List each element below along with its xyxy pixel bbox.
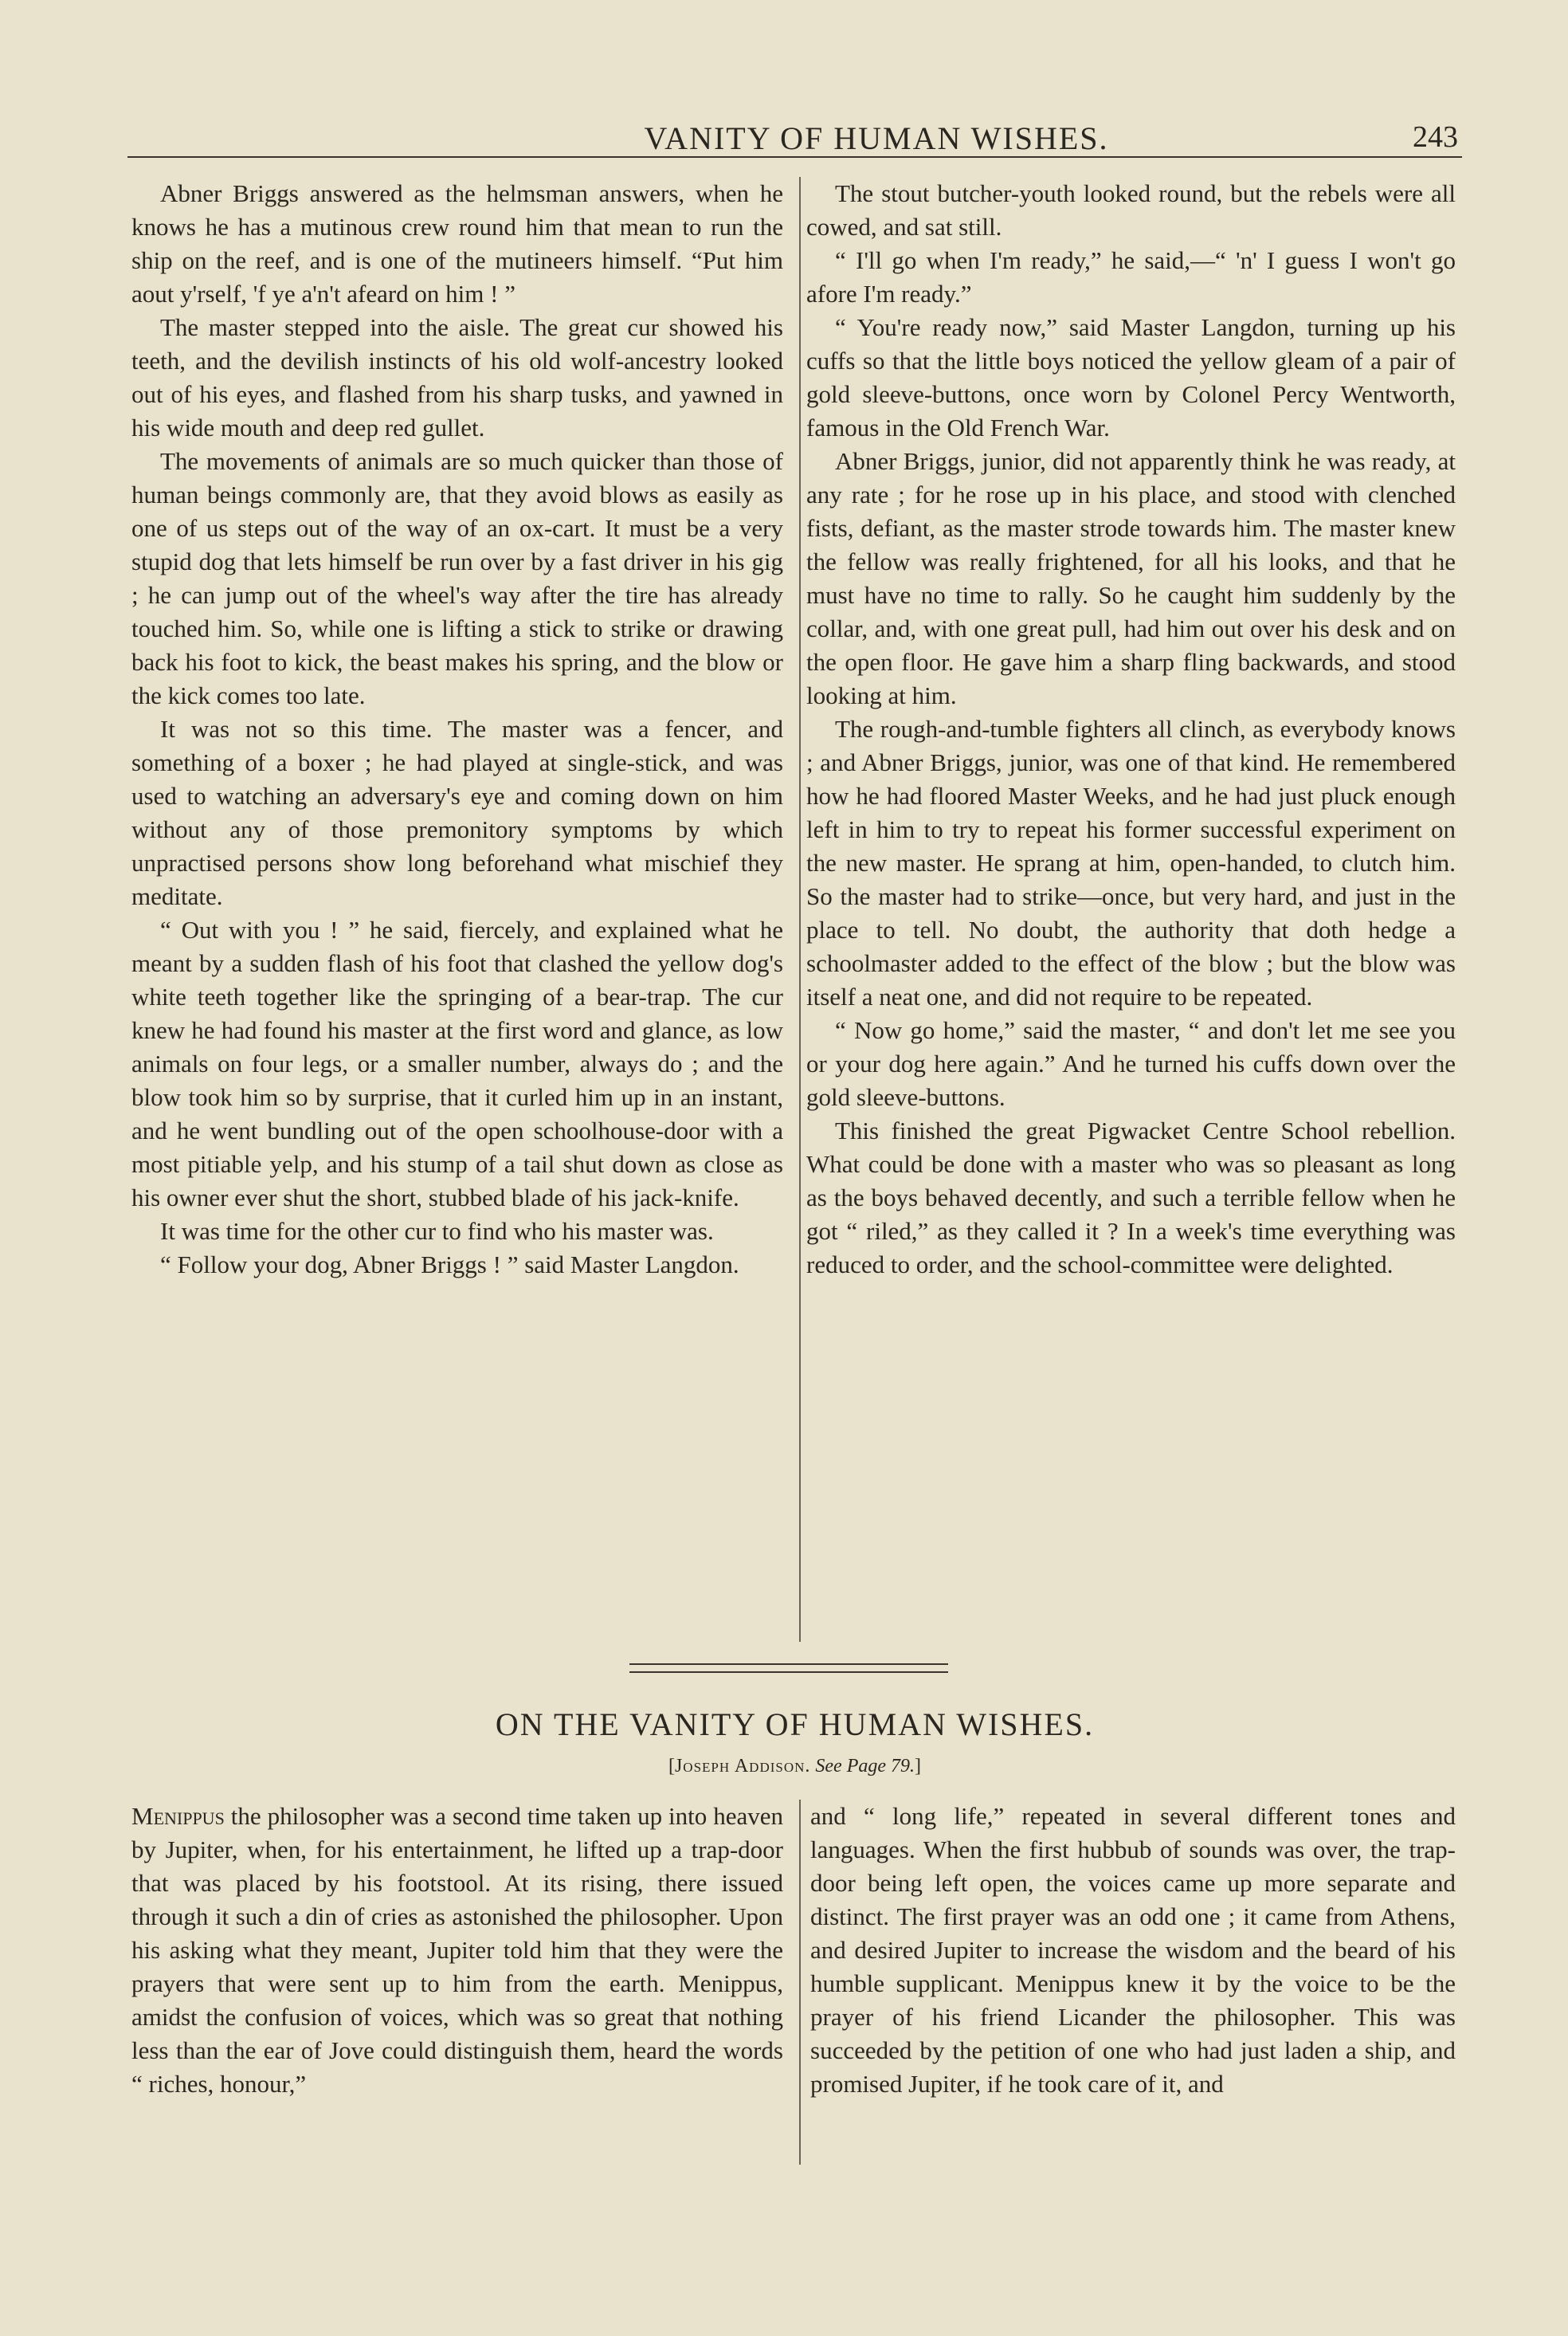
paragraph: The master stepped into the aisle. The great cur showed his teeth, and the devilish instincts of his old wolf-ancestry looked out of his eyes, and flashed from his sharp tusks, and yawned in his wide mouth and deep red gullet. (131, 313, 783, 442)
paragraph: The movements of animals are so much quicker than those of human beings commonly are, that they avoid blows as easily as one of us steps out of the way of an ox-cart. It must be a very stupid dog that lets himself be run over by a fast driver in his gig ; he can jump out of the wheel's way after the tire has already touched him. So, while one is lifting a stick to strike or drawing back his foot to kick, the beast makes his spring, and the blow or the kick comes too late. (131, 447, 783, 709)
story-column-left (131, 177, 783, 1282)
paragraph: “ You're ready now,” said Master Langdon, turning up his cuffs so that the little boys noticed the yellow gleam of a pair of gold sleeve-buttons, once worn by Colonel Percy Wentworth, famous in the Old French War. (806, 313, 1456, 442)
header-rule (127, 156, 1462, 158)
section-separator (629, 1663, 948, 1665)
paragraph: “ Out with you ! ” he said, fiercely, and explained what he meant by a sudden flash of his foot that clashed the yellow dog's white teeth together like the springing of a bear-trap. The cur knew he had found his master at the first word and glance, as low animals on four legs, or a smaller number, always do ; and the blow took him so by surprise, that it curled him up in an instant, and he went bundling out of the open schoolhouse-door with a most pitiable yelp, and his stump of a tail shut down as close as his owner ever shut the short, stubbed blade of his jack-knife. (131, 916, 783, 1211)
essay-column-right (810, 1800, 1456, 2101)
essay-column-left (131, 1800, 783, 2101)
column-divider (799, 1800, 801, 2165)
paragraph: It was time for the other cur to find who his master was. (160, 1217, 714, 1245)
paragraph: The stout butcher-youth looked round, but the rebels were all cowed, and sat still. (806, 179, 1456, 241)
paragraph: Abner Briggs answered as the helmsman answers, when he knows he has a mutinous crew round him that mean to run the ship on the reef, and is one of the mutineers himself. “Put him aout y'rself, 'f ye a'n't afeard on him ! ” (131, 179, 783, 308)
author-name: Joseph Addison. (674, 1756, 811, 1777)
page-number: 243 (1413, 120, 1458, 154)
story-column-right (806, 177, 1456, 1282)
paragraph: and “ long life,” repeated in several different tones and languages. When the first hubbub of sounds was over, the trap-door being left open, the voices came up more separate and distinct. The first prayer was an odd one ; it came from Athens, and desired Jupiter to increase the wisdom and the beard of his humble supplicant. Menippus knew it by the voice to be the prayer of his friend Licander the philosopher. This was succeeded by the petition of one who had just laden a ship, and promised Jupiter, if he took care of it, and (810, 1802, 1456, 2098)
opening-word: Menippus (131, 1802, 225, 1830)
paragraph: Abner Briggs, junior, did not apparently think he was ready, at any rate ; for he rose up in his place, and stood with clenched fists, defiant, as the master strode towards him. The master knew the fellow was really frightened, for all his looks, and that he must have no time to rally. So he caught him suddenly by the collar, and, with one great pull, had him out over his desk and on the open floor. He gave him a sharp fling backwards, and stood looking at him. (806, 447, 1456, 709)
paragraph: “ I'll go when I'm ready,” he said,—“ 'n' I guess I won't go afore I'm ready.” (806, 246, 1456, 308)
paragraph: This finished the great Pigwacket Centre School rebellion. What could be done with a master who was so pleasant as long as the boys behaved decently, and such a terrible fellow when he got “ riled,” as they called it ? In a week's time everything was reduced to order, and the school-committee were delighted. (806, 1117, 1456, 1278)
essay-attribution (127, 1756, 1462, 1777)
paragraph: It was not so this time. The master was a fencer, and something of a boxer ; he had played at single-stick, and was used to watching an adversary's eye and coming down on him without any of those premonitory symptoms by which unpractised persons show long beforehand what mischief they meditate. (131, 715, 783, 910)
section-separator (629, 1671, 948, 1673)
page-reference: See Page 79. (815, 1756, 915, 1777)
column-divider (799, 177, 801, 1642)
essay-title: ON THE VANITY OF HUMAN WISHES. (495, 1706, 1095, 1742)
paragraph-text: the philosopher was a second time taken up into heaven by Jupiter, when, for his entertainment, he lifted up a trap-door that was placed by his footstool. At its rising, there issued through it such a din of cries as astonished the philosopher. Upon his asking what they meant, Jupiter told him that they were the prayers that were sent up to him from the earth. Menippus, amidst the confusion of voices, which was so great that nothing less than the ear of Jove could distinguish them, heard the words “ riches, honour,” (131, 1802, 783, 2098)
bracket-close: ] (915, 1756, 922, 1777)
paragraph: “ Follow your dog, Abner Briggs ! ” said Master Langdon. (160, 1250, 739, 1278)
paragraph: The rough-and-tumble fighters all clinch, as everybody knows ; and Abner Briggs, junior, was one of that kind. He remembered how he had floored Master Weeks, and he had just pluck enough left in him to try to repeat his former successful experiment on the new master. He sprang at him, open-handed, to clutch him. So the master had to strike—once, but very hard, and just in the place to tell. No doubt, the authority that doth hedge a schoolmaster added to the effect of the blow ; but the blow was itself a neat one, and did not require to be repeated. (806, 715, 1456, 1011)
bracket-open: [ (668, 1756, 675, 1777)
running-title: VANITY OF HUMAN WISHES. (644, 120, 1109, 156)
paragraph: “ Now go home,” said the master, “ and don't let me see you or your dog here again.” And he turned his cuffs down over the gold sleeve-buttons. (806, 1016, 1456, 1111)
paragraph (131, 1800, 783, 2101)
